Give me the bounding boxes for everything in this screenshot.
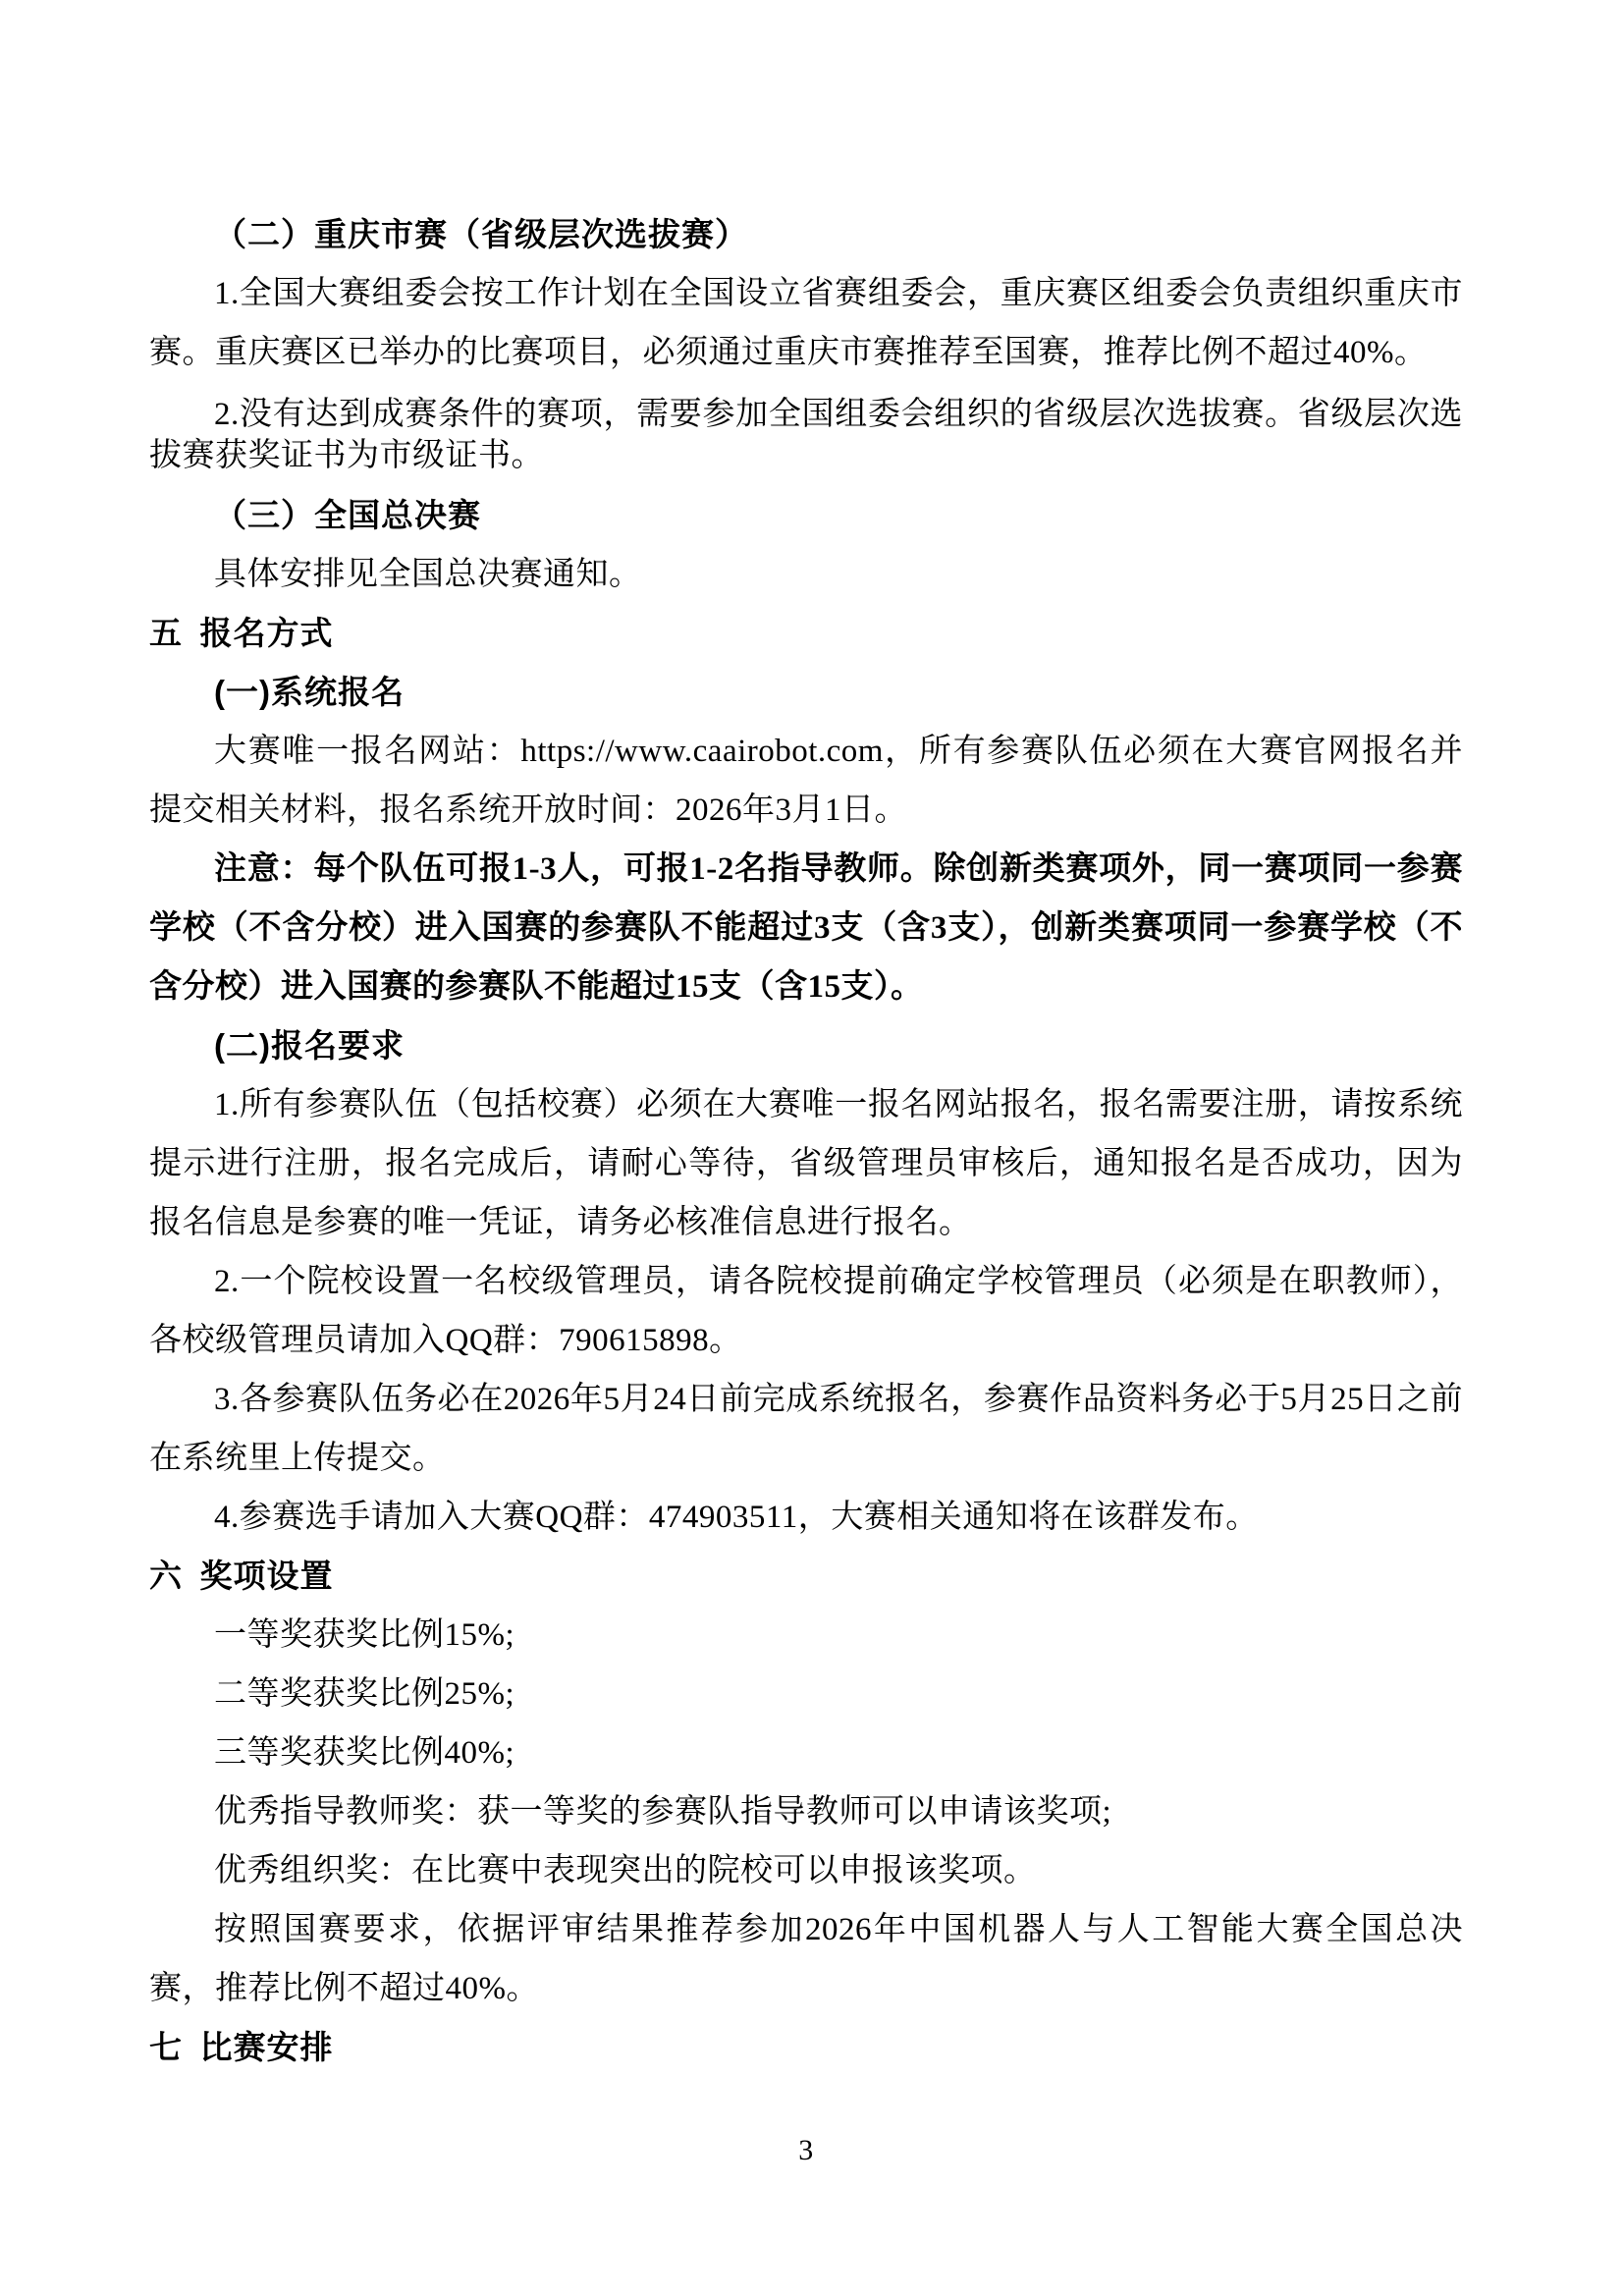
para-national-committee-plan: 1.全国大赛组委会按工作计划在全国设立省赛组委会，重庆赛区组委会负责组织重庆市赛。重庆赛区已举办的比赛项目，必须通过重庆市赛推荐至国赛，推荐比例不超过40%。 bbox=[149, 276, 1463, 370]
para-national-recommendation-ratio: 按照国赛要求，依据评审结果推荐参加2026年中国机器人与人工智能大赛全国总决赛，推荐比例不超过40%。 bbox=[149, 1912, 1463, 2006]
para-provincial-selection: 2.没有达到成赛条件的赛项，需要参加全国组委会组织的省级层次选拔赛。省级层次选拔赛获奖证书为市级证书。 bbox=[149, 397, 1463, 473]
para-requirement-2-school-admin: 2.一个院校设置一名校级管理员，请各院校提前确定学校管理员（必须是在职教师），各校级管理员请加入QQ群：790615898。 bbox=[149, 1264, 1463, 1358]
para-requirement-4-qq-group: 4.参赛选手请加入大赛QQ群：474903511，大赛相关通知将在该群发布。 bbox=[214, 1500, 1259, 1535]
page-number: 3 bbox=[798, 2134, 814, 2166]
heading-national-finals: （三）全国总决赛 bbox=[214, 497, 481, 533]
heading-section-5-registration-method: 五 报名方式 bbox=[149, 615, 334, 651]
para-finals-notice: 具体安排见全国总决赛通知。 bbox=[214, 557, 642, 592]
heading-chongqing-city-contest: （二）重庆市赛（省级层次选拔赛） bbox=[214, 216, 748, 252]
heading-section-6-awards: 六 奖项设置 bbox=[149, 1558, 334, 1594]
heading-section-7-schedule: 七 比赛安排 bbox=[149, 2029, 334, 2065]
para-notice-team-limits: 注意：每个队伍可报1-3人，可报1-2名指导教师。除创新类赛项外，同一赛项同一参赛学校（不含分校）进入国赛的参赛队不能超过3支（含3支），创新类赛项同一参赛学校（不含分校）进入国赛的参赛队不能超过15支（含15支）。 bbox=[149, 851, 1463, 1005]
para-second-prize-ratio: 二等奖获奖比例25%; bbox=[214, 1676, 515, 1712]
para-third-prize-ratio: 三等奖获奖比例40%; bbox=[214, 1735, 515, 1771]
para-requirement-1-register: 1.所有参赛队伍（包括校赛）必须在大赛唯一报名网站报名，报名需要注册，请按系统提示进行注册，报名完成后，请耐心等待，省级管理员审核后，通知报名是否成功，因为报名信息是参赛的唯一凭证，请务必核准信息进行报名。 bbox=[149, 1087, 1463, 1240]
para-first-prize-ratio: 一等奖获奖比例15%; bbox=[214, 1617, 515, 1653]
para-outstanding-instructor-award: 优秀指导教师奖：获一等奖的参赛队指导教师可以申请该奖项; bbox=[214, 1794, 1112, 1830]
para-outstanding-organization-award: 优秀组织奖：在比赛中表现突出的院校可以申报该奖项。 bbox=[214, 1853, 1037, 1888]
para-requirement-3-deadline: 3.各参赛队伍务必在2026年5月24日前完成系统报名，参赛作品资料务必于5月25日之前在系统里上传提交。 bbox=[149, 1382, 1463, 1476]
heading-system-registration: (一)系统报名 bbox=[214, 674, 405, 710]
para-registration-website: 大赛唯一报名网站：https://www.caairobot.com，所有参赛队伍必须在大赛官网报名并提交相关材料，报名系统开放时间：2026年3月1日。 bbox=[149, 734, 1463, 828]
heading-registration-requirements: (二)报名要求 bbox=[214, 1027, 405, 1064]
